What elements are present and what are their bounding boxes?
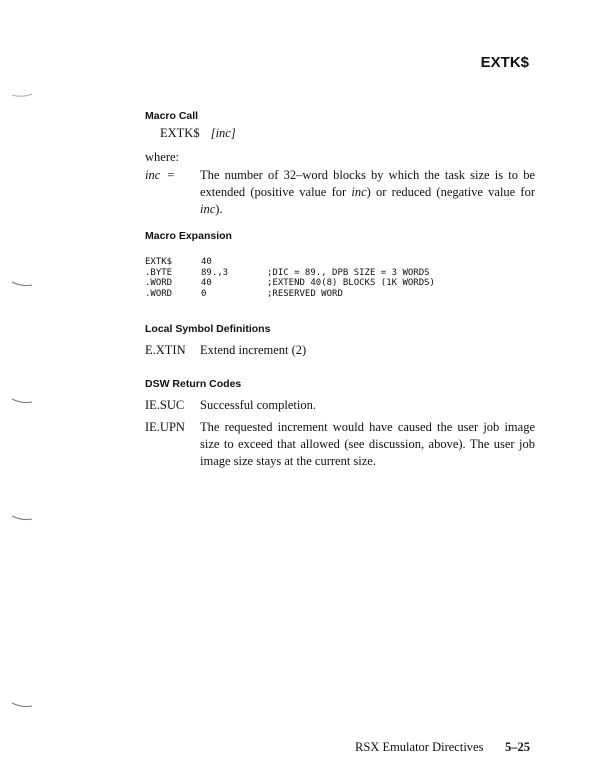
dsw-code-row bbox=[145, 419, 535, 470]
scan-mark bbox=[10, 398, 34, 404]
symbol-term: E.XTIN bbox=[145, 343, 186, 357]
syntax-arg: [inc] bbox=[210, 126, 236, 140]
scan-mark bbox=[10, 281, 34, 287]
dsw-code-description: Successful completion. bbox=[200, 398, 316, 412]
dsw-code-term: IE.UPN bbox=[145, 420, 185, 434]
scan-mark bbox=[10, 92, 34, 98]
footer-section-title: RSX Emulator Directives bbox=[355, 740, 484, 754]
macro-call-syntax bbox=[160, 125, 236, 142]
scan-mark bbox=[10, 515, 34, 521]
dsw-codes-heading: DSW Return Codes bbox=[145, 378, 242, 390]
dsw-code-description: The requested increment would have caused the user job image size to exceed that allowed (see discussion, above). The user job image size stays at the current size. bbox=[200, 420, 535, 468]
symbol-definition bbox=[145, 342, 535, 359]
param-term bbox=[145, 167, 200, 218]
dsw-code-row bbox=[145, 397, 535, 414]
code-row: .BYTE 89.,3 ;DIC = 89., DPB SIZE = 3 WORDS bbox=[145, 267, 430, 278]
local-symbols-heading: Local Symbol Definitions bbox=[145, 323, 271, 335]
code-row: EXTK$ 40 bbox=[145, 257, 212, 267]
where-label: where: bbox=[145, 150, 180, 164]
param-name: inc bbox=[145, 168, 161, 182]
macro-expansion-code bbox=[145, 257, 435, 299]
scan-mark bbox=[10, 702, 34, 708]
symbol-description: Extend increment (2) bbox=[200, 343, 307, 357]
macro-call-heading: Macro Call bbox=[145, 110, 199, 122]
page-title: EXTK$ bbox=[480, 54, 529, 71]
code-row: .WORD 0 ;RESERVED WORD bbox=[145, 288, 343, 299]
param-equals: = bbox=[167, 168, 175, 182]
param-definition bbox=[145, 167, 535, 218]
macro-expansion-heading: Macro Expansion bbox=[145, 230, 232, 242]
param-description: The number of 32–word blocks by which the task size is to be extended (positive value for inc) or reduced (negative value for inc). bbox=[200, 168, 536, 216]
dsw-code-term: IE.SUC bbox=[145, 398, 185, 412]
code-row: .WORD 40 ;EXTEND 40(8) BLOCKS (1K WORDS) bbox=[145, 278, 435, 288]
footer-page-number: 5–25 bbox=[505, 740, 530, 754]
syntax-name: EXTK$ bbox=[160, 126, 200, 140]
